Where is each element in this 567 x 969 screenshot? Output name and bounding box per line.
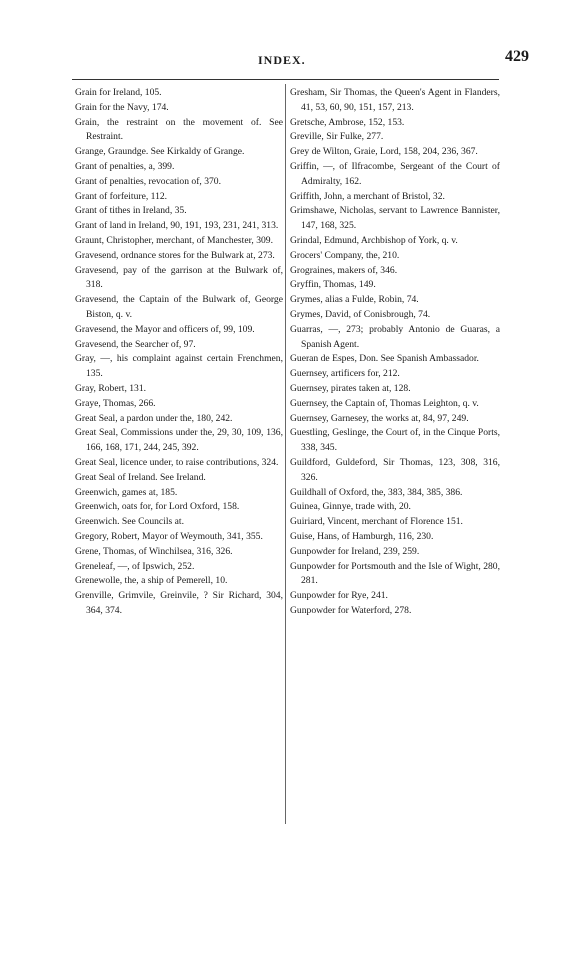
index-entry: Gunpowder for Waterford, 278. — [290, 604, 412, 616]
index-entry: Grenewolle, the, a ship of Pemerell, 10. — [75, 575, 228, 587]
index-entry: Gravesend, ordnance stores for the Bulwark at, 273. — [75, 249, 275, 261]
index-entry: Gresham, Sir Thomas, the Queen's Agent in Flanders, 41, 53, 60, 90, 151, 157, 213. — [290, 87, 500, 113]
index-entry: Graunt, Christopher, merchant, of Manchester, 309. — [75, 234, 273, 246]
column-divider — [285, 84, 286, 824]
index-column-right — [290, 86, 500, 619]
index-entry: Gunpowder for Ireland, 239, 259. — [290, 545, 420, 557]
index-entry: Guildhall of Oxford, the, 383, 384, 385, 386. — [290, 486, 463, 498]
index-entry: Gray, —, his complaint against certain Frenchmen, 135. — [75, 353, 283, 380]
index-entry: Grymes, alias a Fulde, Robin, 74. — [290, 294, 419, 306]
index-entry: Guernsey, Garnesey, the works at, 84, 97, 249. — [290, 412, 469, 424]
index-entry: Greville, Sir Fulke, 277. — [290, 131, 384, 143]
index-entry: Guise, Hans, of Hamburgh, 116, 230. — [290, 530, 434, 542]
index-entry: Grymes, David, of Conisbrough, 74. — [290, 308, 431, 320]
index-entry: Guildford, Guldeford, Sir Thomas, 123, 308, 316, 326. — [290, 456, 500, 483]
index-entry: Grain, the restraint on the movement of. See Restraint. — [75, 116, 283, 143]
index-entry: Gueran de Espes, Don. See Spanish Ambassador. — [290, 353, 479, 365]
index-entry: Gunpowder for Portsmouth and the Isle of Wight, 280, 281. — [290, 560, 500, 587]
index-entry: Gryffin, Thomas, 149. — [290, 279, 376, 291]
index-entry: Grant of penalties, a, 399. — [75, 160, 175, 172]
index-entry: Guinea, Ginnye, trade with, 20. — [290, 501, 411, 513]
index-entry: Grene, Thomas, of Winchilsea, 316, 326. — [75, 545, 233, 557]
index-entry: Gravesend, the Captain of the Bulwark of, George Biston, q. v. — [75, 294, 283, 320]
index-entry: Griffith, John, a merchant of Bristol, 32. — [290, 190, 445, 202]
index-entry: Guernsey, artificers for, 212. — [290, 368, 400, 380]
index-entry: Greneleaf, —, of Ipswich, 252. — [75, 560, 195, 572]
index-entry: Grenville, Grimvile, Greinvile, ? Sir Richard, 304, 364, 374. — [75, 590, 283, 616]
index-entry: Great Seal, Commissions under the, 29, 30, 109, 136, 166, 168, 171, 244, 245, 392. — [75, 427, 283, 454]
index-entry: Grant of tithes in Ireland, 35. — [75, 205, 187, 217]
index-entry: Gregory, Robert, Mayor of Weymouth, 341, 355. — [75, 530, 263, 542]
index-entry: Great Seal of Ireland. See Ireland. — [75, 471, 206, 483]
index-entry: Guiriard, Vincent, merchant of Florence 151. — [290, 516, 463, 528]
page-number: 429 — [505, 48, 529, 65]
index-column-left — [75, 86, 283, 619]
index-entry: Greenwich. See Councils at. — [75, 516, 184, 528]
index-entry: Griffin, —, of Ilfracombe, Sergeant of the Court of Admiralty, 162. — [290, 160, 500, 187]
index-entry: Gravesend, the Mayor and officers of, 99, 109. — [75, 323, 255, 335]
index-entry: Grain for Ireland, 105. — [75, 87, 162, 98]
page-title: INDEX. — [258, 53, 306, 67]
index-entry: Greenwich, games at, 185. — [75, 486, 178, 498]
index-entry: Guernsey, the Captain of, Thomas Leighton, q. v. — [290, 397, 479, 409]
index-entry: Guarras, —, 273; probably Antonio de Guaras, a Spanish Agent. — [290, 323, 500, 350]
index-entry: Grange, Graundge. See Kirkaldy of Grange. — [75, 146, 245, 158]
index-entry: Grant of forfeiture, 112. — [75, 190, 168, 202]
index-entry: Great Seal, a pardon under the, 180, 242. — [75, 412, 233, 424]
index-entry: Gray, Robert, 131. — [75, 382, 147, 394]
index-entry: Grey de Wilton, Graie, Lord, 158, 204, 236, 367. — [290, 146, 478, 158]
index-entry: Guernsey, pirates taken at, 128. — [290, 382, 411, 394]
index-entry: Great Seal, licence under, to raise contributions, 324. — [75, 456, 279, 468]
index-entry: Grant of penalties, revocation of, 370. — [75, 175, 221, 187]
index-entry: Gravesend, the Searcher of, 97. — [75, 338, 196, 350]
index-entry: Gunpowder for Rye, 241. — [290, 590, 388, 602]
header-rule — [72, 79, 499, 80]
index-entry: Greenwich, oats for, for Lord Oxford, 158. — [75, 501, 240, 513]
index-entry: Grograines, makers of, 346. — [290, 264, 398, 276]
index-entry: Graye, Thomas, 266. — [75, 397, 156, 409]
index-entry: Grant of land in Ireland, 90, 191, 193, 231, 241, 313. — [75, 220, 279, 232]
index-entry: Gretsche, Ambrose, 152, 153. — [290, 116, 405, 128]
index-entry: Grindal, Edmund, Archbishop of York, q. v. — [290, 234, 458, 246]
index-entry: Grocers' Company, the, 210. — [290, 249, 400, 261]
index-entry: Gravesend, pay of the garrison at the Bulwark of, 318. — [75, 264, 283, 291]
index-entry: Grain for the Navy, 174. — [75, 101, 169, 113]
index-entry: Guestling, Geslinge, the Court of, in the Cinque Ports, 338, 345. — [290, 427, 500, 454]
index-entry: Grimshawe, Nicholas, servant to Lawrence Bannister, 147, 168, 325. — [290, 205, 500, 232]
